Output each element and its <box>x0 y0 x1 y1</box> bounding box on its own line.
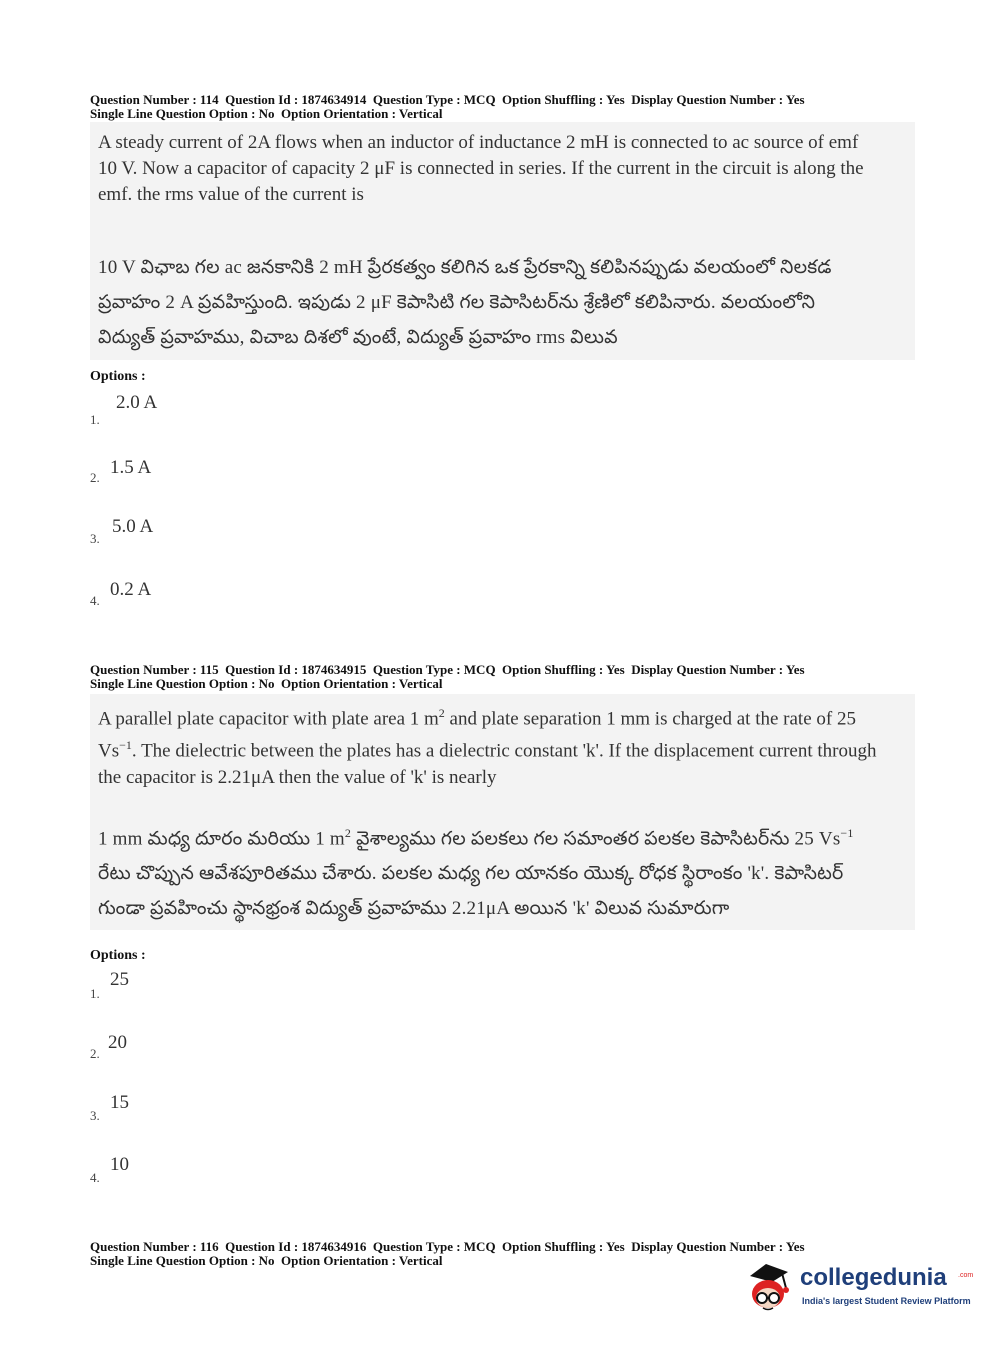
q114-option-2[interactable]: 1.5 A <box>110 457 152 478</box>
q115-question-telugu <box>98 816 868 926</box>
q114-option-1-number: 1. <box>90 412 100 427</box>
q116-meta-line1: Question Number : 116 Question Id : 1874634916 Question Type : MCQ Option Shuffling : Yes Display Question Number : Yes <box>90 1239 805 1254</box>
q115-option-4-number: 4. <box>90 1170 100 1185</box>
q114-option-3-number: 3. <box>90 531 100 546</box>
q115-english-part-a: A parallel plate capacitor with plate area 1 m <box>98 708 439 730</box>
q115-option-4[interactable]: 10 <box>110 1154 129 1175</box>
q115-option-1-number: 1. <box>90 986 100 1001</box>
q114-question-box <box>90 122 915 360</box>
q115-question-english <box>98 700 878 791</box>
q115-telugu-part-c: రేటు చొప్పున ఆవేశపూరితము చేశారు. పలకల మధ్య గల యానకం యొక్క రోధక స్థిరాంకం 'k'. కెపాసిటర్ గుండా ప్రవహించు స్థానభ్రంశ విద్యుత్ ప్రవాహము 2.21μA అయిన 'k' విలువ సుమారుగా <box>98 863 844 920</box>
q115-english-part-b: and plate separation 1 mm is charged at the rate of 25 Vs <box>98 708 856 762</box>
q114-option-3[interactable]: 5.0 A <box>112 516 154 537</box>
q115-english-sup-2: 2 <box>438 706 445 720</box>
q114-options-label: Options : <box>90 369 146 384</box>
q115-telugu-part-b: వైశాల్యము గల పలకలు గల సమాంతర పలకల కెపాసిటర్‌ను 25 Vs <box>351 828 841 850</box>
q114-meta-line2: Single Line Question Option : No Option Orientation : Vertical <box>90 106 443 121</box>
q115-telugu-part-a: 1 mm మధ్య దూరం మరియు 1 m <box>98 828 345 850</box>
q115-option-1[interactable]: 25 <box>110 969 129 990</box>
q114-option-1[interactable]: 2.0 A <box>116 392 158 413</box>
q114-option-2-number: 2. <box>90 470 100 485</box>
logo-wordmark: collegedunia <box>800 1264 947 1291</box>
logo-tagline: India's largest Student Review Platform <box>802 1296 971 1306</box>
q114-question-telugu: 10 V విఛాబ గల ac జనకానికి 2 mH ప్రేరకత్వం కలిగిన ఒక ప్రేరకాన్ని కలిపినప్పుడు వలయంలో నిలకడ ప్రవాహం 2 A ప్రవహిస్తుంది. ఇపుడు 2 μF కెపాసిటి గల కెపాసిటర్‌ను శ్రేణిలో కలిపినారు. వలయంలోని విద్యుత్ ప్రవాహము, విచాబ దిశలో వుంటే, విద్యుత్ ప్రవాహం rms విలువ <box>98 257 832 348</box>
q114-meta-line1: Question Number : 114 Question Id : 1874634914 Question Type : MCQ Option Shuffling : Yes Display Question Number : Yes <box>90 92 805 107</box>
q114-option-4-number: 4. <box>90 593 100 608</box>
q115-telugu-sup-2: 2 <box>344 826 352 840</box>
q115-meta-line1: Question Number : 115 Question Id : 1874634915 Question Type : MCQ Option Shuffling : Yes Display Question Number : Yes <box>90 662 805 677</box>
mascot-icon <box>742 1256 798 1316</box>
q114-question-english: A steady current of 2A flows when an inductor of inductance 2 mH is connected to ac source of emf 10 V. Now a capacitor of capacity 2 μF is connected in series. If the current in the circuit is along the emf. the rms value of the current is <box>98 132 864 205</box>
q115-question-box <box>90 694 915 930</box>
q115-option-2[interactable]: 20 <box>108 1032 127 1053</box>
q115-options-label: Options : <box>90 948 146 963</box>
q115-english-part-c: . The dielectric between the plates has a dielectric constant 'k'. If the displacement current through the capacitor is 2.21μA then the value of 'k' is nearly <box>98 740 877 788</box>
collegedunia-logo <box>742 1256 972 1316</box>
logo-domain-suffix: .com <box>958 1272 974 1279</box>
q116-meta-line2: Single Line Question Option : No Option Orientation : Vertical <box>90 1253 443 1268</box>
q115-option-3[interactable]: 15 <box>110 1092 129 1113</box>
q115-option-2-number: 2. <box>90 1046 100 1061</box>
q115-option-3-number: 3. <box>90 1108 100 1123</box>
q115-meta-line2: Single Line Question Option : No Option Orientation : Vertical <box>90 676 443 691</box>
q115-telugu-sup-minus1: −1 <box>840 826 854 840</box>
q115-english-sup-minus1: −1 <box>119 738 132 753</box>
q114-option-4[interactable]: 0.2 A <box>110 579 152 600</box>
